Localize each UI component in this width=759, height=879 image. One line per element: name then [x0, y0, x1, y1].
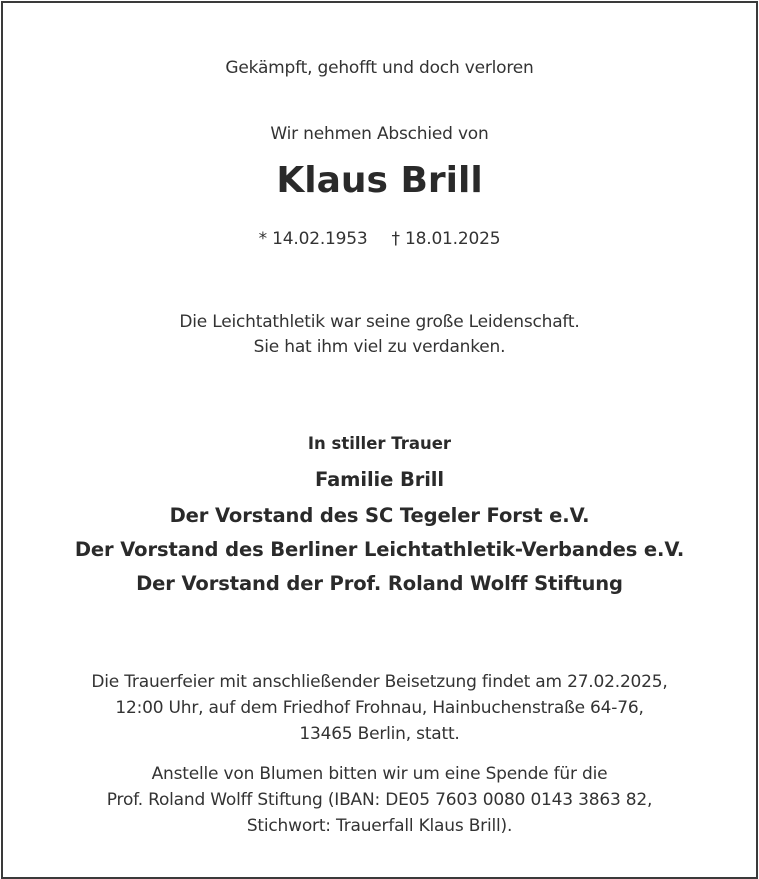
deceased-name: Klaus Brill — [276, 160, 483, 201]
life-dates — [0, 229, 759, 249]
mourning-heading: In stiller Trauer — [307, 434, 452, 453]
mourner-line: Der Vorstand des Berliner Leichtathletik-Verbandes e.V. — [74, 538, 685, 561]
mourner-line: Der Vorstand der Prof. Roland Wolff Stiftung — [136, 572, 623, 595]
mourner-line: Der Vorstand des SC Tegeler Forst e.V. — [169, 504, 590, 527]
ceremony-line: Die Trauerfeier mit anschließender Beisetzung findet am 27.02.2025, — [91, 672, 668, 692]
tribute-line: Die Leichtathletik war seine große Leidenschaft. — [179, 312, 580, 332]
farewell-intro: Wir nehmen Abschied von — [270, 124, 489, 144]
donation-line: Anstelle von Blumen bitten wir um eine Spende für die — [151, 764, 608, 784]
birth-date: * 14.02.1953 — [258, 229, 368, 249]
mourner-line: Familie Brill — [315, 468, 444, 491]
ceremony-line: 12:00 Uhr, auf dem Friedhof Frohnau, Hainbuchenstraße 64-76, — [115, 698, 644, 718]
donation-line: Stichwort: Trauerfall Klaus Brill). — [246, 816, 513, 836]
death-date: † 18.01.2025 — [391, 229, 501, 249]
tribute-line: Sie hat ihm viel zu verdanken. — [253, 337, 506, 357]
donation-line: Prof. Roland Wolff Stiftung (IBAN: DE05 7603 0080 0143 3863 82, — [106, 790, 653, 810]
motto: Gekämpft, gehofft und doch verloren — [225, 58, 534, 78]
ceremony-line: 13465 Berlin, statt. — [299, 724, 460, 744]
